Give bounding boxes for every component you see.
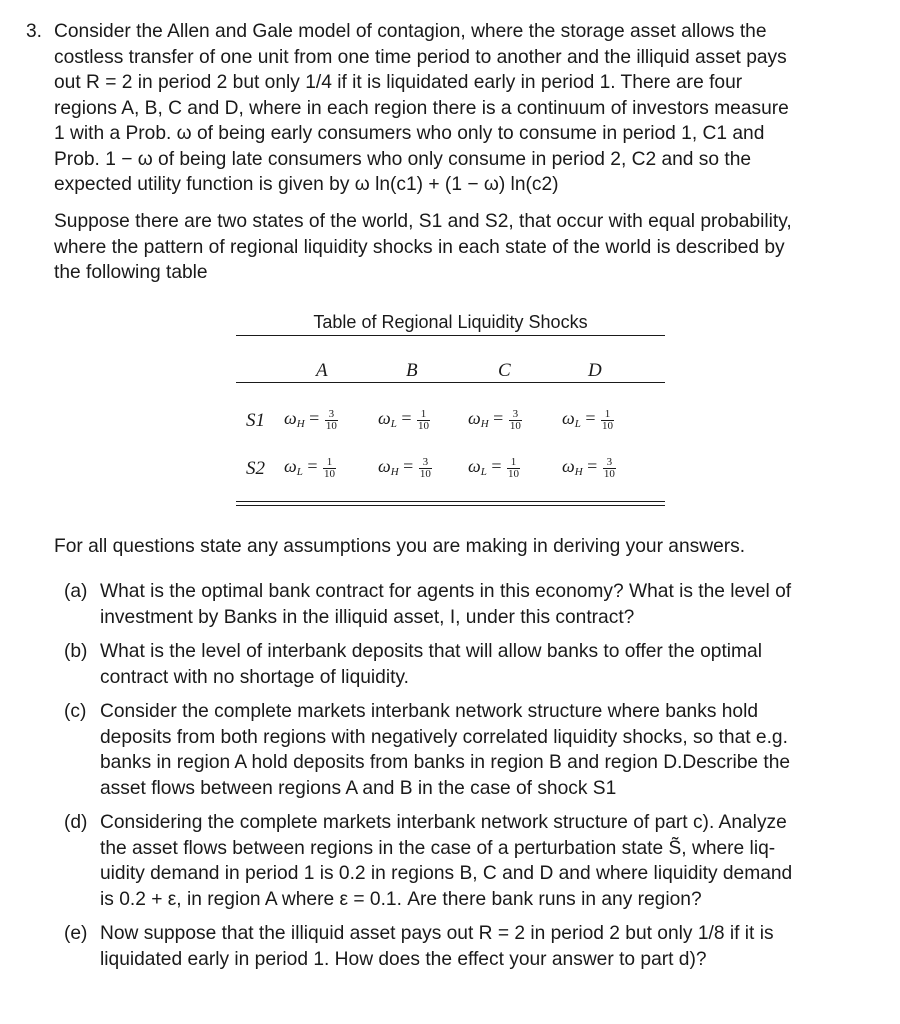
intro-line: Prob. 1 − ω of being late consumers who only consume in period 2, C2 and so the [54,148,752,170]
part-body [100,579,850,630]
intro-paragraph [54,19,850,198]
table-cell: $\omega_H$ = $\frac{3}{10}$ [284,407,337,432]
states-paragraph [54,209,850,286]
intro-line: expected utility function is given by ω ln(c1) + (1 − ω) ln(c2) [54,174,559,195]
part-line: deposits from both regions with negatively correlated liquidity shocks, so that e.g. [100,726,788,748]
table-top-rule [236,335,665,336]
intro-line: out R = 2 in period 2 but only 1/4 if it is liquidated early in period 1. There are four [54,72,743,93]
part-body [100,639,850,690]
part-line: liquidated early in period 1. How does the effect your answer to part d)? [100,948,707,970]
table-header-rule [236,382,665,383]
part-label: (e) [64,923,88,944]
part-body [100,699,850,801]
part-line: Considering the complete markets interbank network structure of part c). Analyze [100,812,787,833]
table-caption: Table of Regional Liquidity Shocks [313,312,588,332]
table-cell: $\omega_L$ = $\frac{1}{10}$ [562,407,613,432]
table-cell: $\omega_L$ = $\frac{1}{10}$ [284,455,335,480]
intro-line: regions A, B, C and D, where in each region there is a continuum of investors measure [54,97,789,119]
part-body [100,810,850,912]
table-cell: $\omega_H$ = $\frac{3}{10}$ [468,407,521,432]
states-line: where the pattern of regional liquidity shocks in each state of the world is described by [54,236,785,258]
table-header-b: B [406,360,418,381]
part-line: What is the optimal bank contract for agents in this economy? What is the level of [100,581,792,602]
part-body [100,921,850,972]
part-label: (a) [64,581,88,602]
states-line: the following table [54,262,208,283]
table-cell: $\omega_L$ = $\frac{1}{10}$ [378,407,429,432]
part-line: What is the level of interbank deposits that will allow banks to offer the optimal [100,641,762,662]
row-label-s1: S1 [246,410,265,431]
intro-line: Consider the Allen and Gale model of contagion, where the storage asset allows the [54,21,767,42]
table-cell: $\omega_L$ = $\frac{1}{10}$ [468,455,519,480]
assumptions-text: For all questions state any assumptions you are making in deriving your answers. [54,536,746,557]
intro-line: 1 with a Prob. ω of being early consumers who only to consume in period 1, C1 and [54,123,765,144]
part-line: the asset flows between regions in the case of a perturbation state S̃, where liq- [100,837,776,859]
part-label: (b) [64,641,88,662]
table-cell: $\omega_H$ = $\frac{3}{10}$ [378,455,431,480]
part-line: contract with no shortage of liquidity. [100,666,409,688]
table-header-d: D [588,360,602,381]
part-line: banks in region A hold deposits from banks in region B and region D.Describe the [100,752,791,773]
part-line: asset flows between regions A and B in the case of shock S1 [100,777,617,799]
table-header-a: A [316,360,328,381]
part-line: Consider the complete markets interbank network structure where banks hold [100,701,759,722]
question-number: 3. [26,21,43,42]
assumptions-note [54,534,745,560]
part-label: (d) [64,812,88,833]
part-line: is 0.2 + ε, in region A where ε = 0.1. Are there bank runs in any region? [100,888,702,910]
row-label-s2: S2 [246,458,265,479]
part-line: Now suppose that the illiquid asset pays out R = 2 in period 2 but only 1/8 if it is [100,923,774,944]
table-cell: $\omega_H$ = $\frac{3}{10}$ [562,455,615,480]
liquidity-shocks-table [236,300,665,515]
table-bottom-rule [236,501,665,502]
table-bottom-rule-2 [236,505,665,506]
part-line: investment by Banks in the illiquid asset, I, under this contract? [100,606,635,628]
part-label: (c) [64,701,87,722]
states-line: Suppose there are two states of the world, S1 and S2, that occur with equal probability, [54,211,792,232]
part-line: uidity demand in period 1 is 0.2 in regions B, C and D and where liquidity demand [100,863,793,884]
intro-line: costless transfer of one unit from one time period to another and the illiquid asset pays [54,46,787,68]
table-header-c: C [498,360,511,381]
